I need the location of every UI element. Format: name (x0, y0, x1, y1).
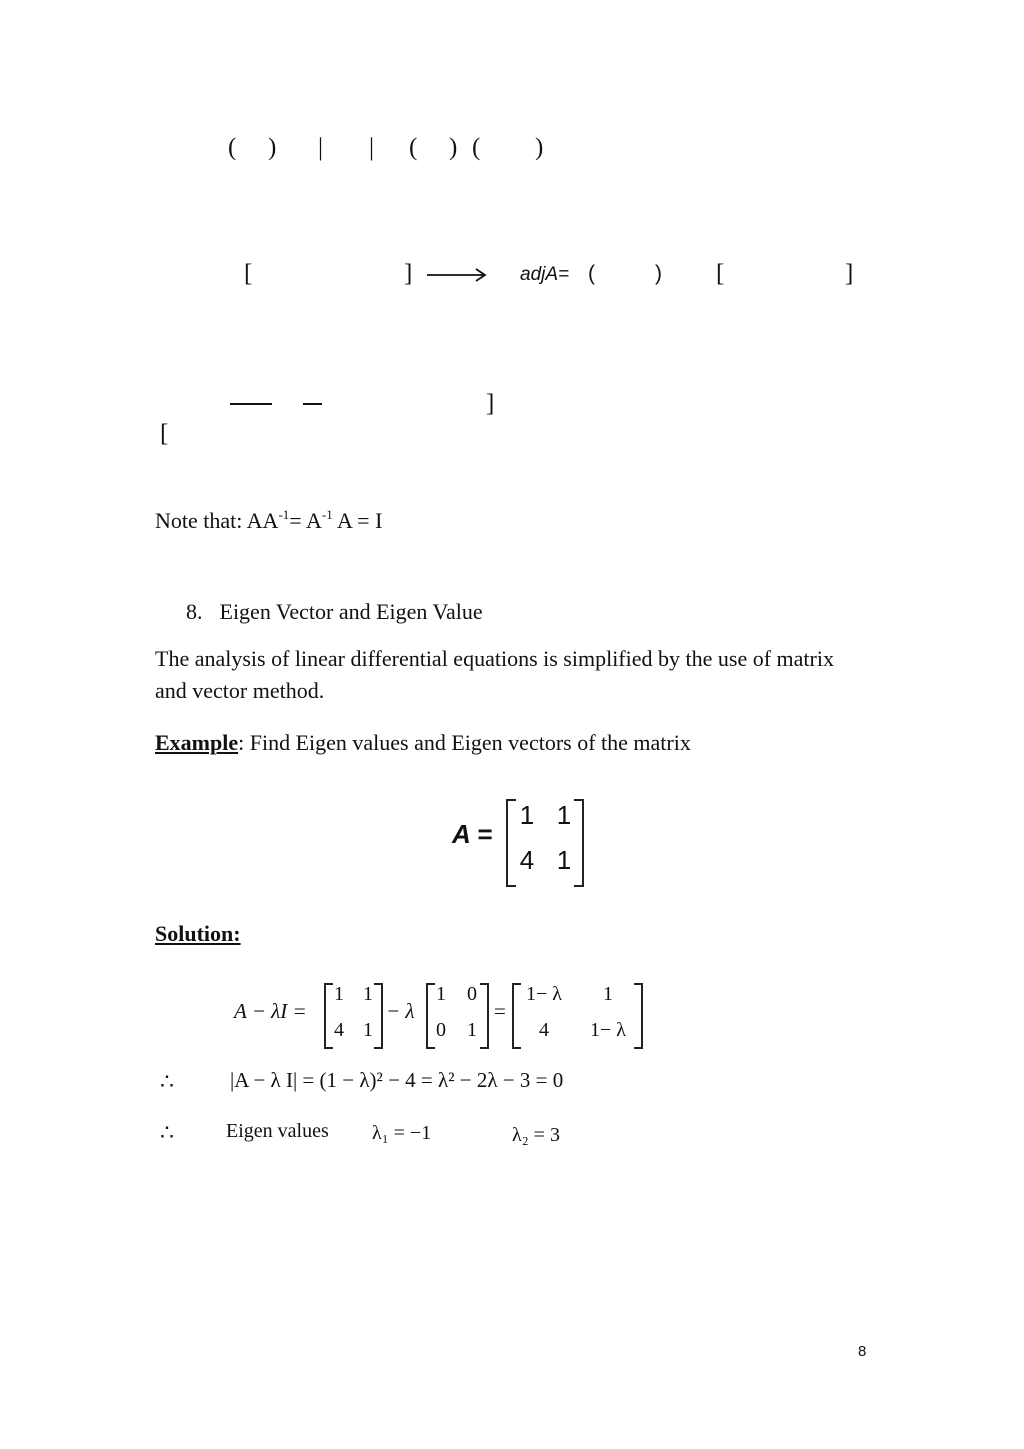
example-text: : Find Eigen values and Eigen vectors of the matrix (238, 730, 691, 755)
therefore-symbol: ∴ (160, 1069, 174, 1094)
paren-open: ( (472, 134, 481, 161)
bracket-close: ] (404, 260, 413, 287)
characteristic-equation: |A − λ I| = (1 − λ)² − 4 = λ² − 2λ − 3 = 0 (230, 1068, 564, 1092)
matrix-cell: 4 (334, 1019, 344, 1041)
determinant-bar: | (369, 134, 375, 161)
bracket-left (506, 799, 516, 887)
lambda-2-value: λ₂ = 3 (512, 1124, 560, 1146)
matrix-cell: 1 (603, 983, 613, 1005)
lambda-1-value: λ₁ = −1 (372, 1122, 432, 1144)
bracket-right (634, 983, 643, 1049)
arrow-right-icon (426, 266, 488, 284)
matrix-cell: 1 (334, 983, 344, 1005)
matrix-cell: 1 (519, 800, 535, 830)
matrix-cell: 4 (539, 1019, 549, 1041)
section-number: 8. (186, 599, 203, 624)
note-prefix: Note that: AA (155, 508, 279, 533)
matrix-cell: 0 (467, 983, 477, 1005)
minus-sign (303, 403, 322, 405)
bracket-close: ] (486, 390, 495, 417)
matrix-cell: 1 (556, 845, 572, 875)
bracket-right (574, 799, 584, 887)
example-line (155, 727, 691, 759)
paren-close: ) (268, 134, 277, 161)
paren-close: ) (655, 262, 662, 285)
therefore-symbol: ∴ (160, 1120, 174, 1145)
note-sup: -1 (321, 507, 333, 522)
matrix-cell: 0 (436, 1019, 446, 1041)
eigen-values-label: Eigen values (226, 1120, 329, 1142)
matrix-a-label: A = (452, 819, 493, 849)
section-title: Eigen Vector and Eigen Value (219, 599, 483, 624)
matrix-a-figure (450, 795, 610, 890)
bracket-open: [ (716, 260, 725, 287)
section-heading (186, 596, 483, 628)
bracket-open: [ (160, 420, 169, 447)
equals-sign: = (494, 999, 506, 1023)
solution-figure (150, 975, 660, 1155)
page-number: 8 (858, 1343, 867, 1360)
paren-close: ) (449, 134, 458, 161)
note-line (155, 505, 382, 537)
fraction-bar (230, 403, 272, 405)
adj-label: adjA= (520, 264, 570, 285)
paren-open: ( (409, 134, 418, 161)
matrix-cell: 1 (556, 800, 572, 830)
solution-label: Solution: (155, 921, 241, 946)
note-suffix: A = I (332, 508, 383, 533)
bracket-open: [ (244, 260, 253, 287)
paren-open: ( (588, 262, 595, 285)
eq1-lhs: A − λI = (234, 999, 307, 1023)
matrix-cell: 1− λ (590, 1019, 626, 1041)
bracket-close: ] (845, 260, 854, 287)
bracket-right (480, 983, 489, 1049)
note-mid: = A (289, 508, 322, 533)
matrix-cell: 1 (363, 983, 373, 1005)
matrix-cell: 4 (519, 845, 535, 875)
paren-open: ( (228, 134, 237, 161)
matrix-cell: 1 (363, 1019, 373, 1041)
example-label: Example (155, 730, 239, 755)
matrix-cell: 1 (436, 983, 446, 1005)
note-sup: -1 (278, 507, 290, 522)
paren-close: ) (535, 134, 544, 161)
matrix-cell: 1 (467, 1019, 477, 1041)
determinant-bar: | (318, 134, 324, 161)
intro-paragraph: The analysis of linear differential equations is simplified by the use of matrix and vector method. (155, 646, 834, 703)
minus-lambda: − λ (386, 999, 415, 1023)
matrix-cell: 1− λ (526, 983, 562, 1005)
